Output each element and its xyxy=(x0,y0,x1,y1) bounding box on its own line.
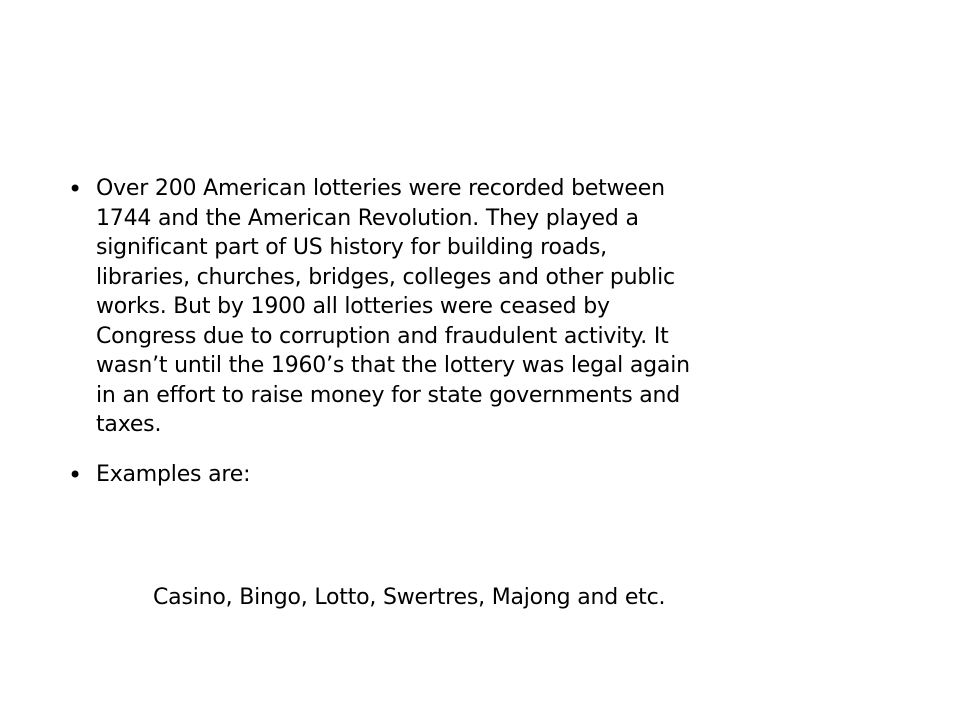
slide-body xyxy=(60,174,900,490)
text-line: in an effort to raise money for state governments and xyxy=(96,382,681,408)
text-line: works. But by 1900 all lotteries were ceased by xyxy=(96,294,610,319)
text-line: wasn’t until the 1960’s that the lottery was legal again xyxy=(96,353,690,378)
text-line: Congress due to corruption and fraudulent activity. It xyxy=(96,323,669,349)
bullet-spacer xyxy=(60,440,900,460)
bullet-marker: • xyxy=(68,175,83,203)
bullet-item-history xyxy=(60,174,900,440)
text-line: taxes. xyxy=(96,412,162,437)
bullet-item-examples xyxy=(60,460,900,490)
text-line: Examples are: xyxy=(96,461,251,487)
text-line: 1744 and the American Revolution. They played a xyxy=(96,205,639,231)
bullet-marker: • xyxy=(68,460,83,489)
examples-list: Casino, Bingo, Lotto, Swertres, Majong and etc. xyxy=(153,585,666,610)
bullet-text-history xyxy=(96,174,900,440)
text-line: Over 200 American lotteries were recorded between xyxy=(96,176,665,201)
bullet-text-examples xyxy=(96,460,900,490)
text-line: significant part of US history for building roads, xyxy=(96,235,607,260)
text-line: libraries, churches, bridges, colleges and other public xyxy=(96,264,675,290)
